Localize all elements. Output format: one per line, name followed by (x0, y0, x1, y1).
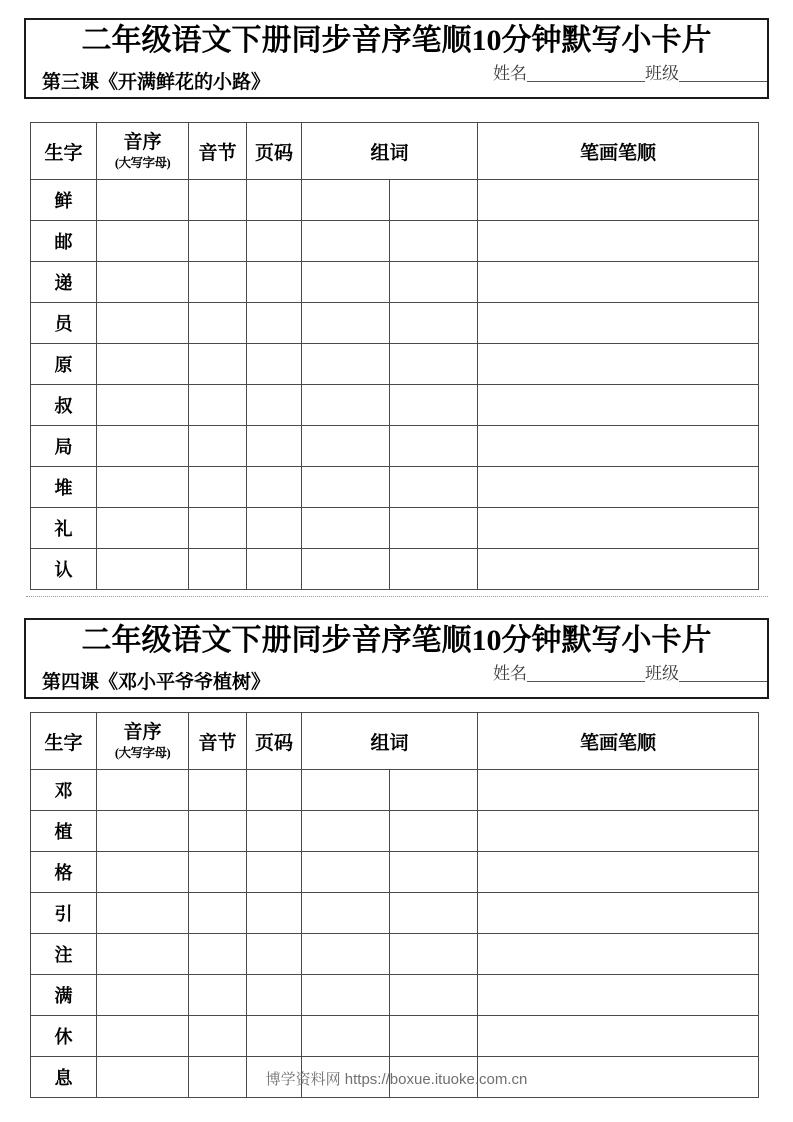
cell-stroke-order[interactable] (478, 549, 759, 590)
table-row (31, 1057, 759, 1098)
cell-stroke-order[interactable] (478, 811, 759, 852)
cell-stroke-order[interactable] (478, 180, 759, 221)
header-pinyin-order-sublabel: (大写字母) (114, 155, 171, 170)
table-row (31, 262, 759, 303)
cell-pinyin-order[interactable] (97, 262, 189, 303)
header-pinyin-order (97, 713, 189, 770)
cell-syllable[interactable] (189, 426, 247, 467)
header-syllable (189, 713, 247, 770)
table-row (31, 180, 759, 221)
header-page-number (247, 123, 302, 180)
cell-syllable[interactable] (189, 549, 247, 590)
character-glyph: 休 (54, 1027, 73, 1047)
cell-syllable[interactable] (189, 893, 247, 934)
character-glyph: 叔 (54, 396, 73, 416)
header-word-formation (302, 713, 478, 770)
header-stroke-order (478, 713, 759, 770)
card-1-table-body (31, 123, 759, 590)
card-1-lesson-title: 第三课《开满鲜花的小路》 (42, 72, 271, 93)
cell-pinyin-order[interactable] (97, 508, 189, 549)
cell-word-formation-2[interactable] (390, 426, 478, 467)
header-syllable-label: 音节 (198, 142, 237, 164)
cell-stroke-order[interactable] (478, 975, 759, 1016)
cell-word-formation-1[interactable] (302, 1057, 390, 1098)
cell-character (31, 1057, 97, 1098)
cell-word-formation-1[interactable] (302, 508, 390, 549)
header-syllable (189, 123, 247, 180)
cell-page-number[interactable] (247, 852, 302, 893)
cell-stroke-order[interactable] (478, 303, 759, 344)
cell-pinyin-order[interactable] (97, 975, 189, 1016)
table-row (31, 221, 759, 262)
cell-word-formation-2[interactable] (390, 811, 478, 852)
cell-stroke-order[interactable] (478, 770, 759, 811)
cell-character (31, 811, 97, 852)
cell-character (31, 221, 97, 262)
table-row (31, 852, 759, 893)
cell-stroke-order[interactable] (478, 852, 759, 893)
character-glyph: 引 (54, 904, 73, 924)
cell-word-formation-2[interactable] (390, 303, 478, 344)
cell-character (31, 262, 97, 303)
cell-word-formation-2[interactable] (390, 770, 478, 811)
character-glyph: 息 (54, 1068, 73, 1088)
cell-word-formation-1[interactable] (302, 811, 390, 852)
character-glyph: 递 (54, 273, 73, 293)
cell-pinyin-order[interactable] (97, 770, 189, 811)
header-page-number (247, 713, 302, 770)
cell-character (31, 385, 97, 426)
card-1-title: 二年级语文下册同步音序笔顺10分钟默写小卡片 (81, 24, 712, 57)
card-1-frame (24, 18, 769, 99)
cell-pinyin-order[interactable] (97, 1016, 189, 1057)
cell-word-formation-1[interactable] (302, 934, 390, 975)
header-word-formation-label: 组词 (370, 732, 409, 754)
cell-page-number[interactable] (247, 426, 302, 467)
character-glyph: 局 (54, 437, 73, 457)
character-glyph: 原 (54, 355, 73, 375)
cell-word-formation-2[interactable] (390, 180, 478, 221)
cell-pinyin-order[interactable] (97, 344, 189, 385)
card-2-subheader (26, 661, 767, 697)
cell-stroke-order[interactable] (478, 385, 759, 426)
cell-page-number[interactable] (247, 508, 302, 549)
cell-syllable[interactable] (189, 811, 247, 852)
card-2-header-row (31, 713, 759, 770)
cell-syllable[interactable] (189, 934, 247, 975)
table-row (31, 344, 759, 385)
card-2-title: 二年级语文下册同步音序笔顺10分钟默写小卡片 (81, 624, 712, 657)
cell-character (31, 180, 97, 221)
cell-syllable[interactable] (189, 262, 247, 303)
cell-page-number[interactable] (247, 303, 302, 344)
cell-syllable[interactable] (189, 221, 247, 262)
cell-page-number[interactable] (247, 262, 302, 303)
cell-page-number[interactable] (247, 1057, 302, 1098)
cell-character (31, 770, 97, 811)
cell-word-formation-1[interactable] (302, 221, 390, 262)
cell-word-formation-2[interactable] (390, 893, 478, 934)
table-row (31, 893, 759, 934)
cell-page-number[interactable] (247, 811, 302, 852)
header-character-label: 生字 (44, 732, 83, 754)
table-row (31, 549, 759, 590)
cell-word-formation-2[interactable] (390, 852, 478, 893)
table-row (31, 508, 759, 549)
header-character (31, 713, 97, 770)
cell-word-formation-1[interactable] (302, 770, 390, 811)
cell-page-number[interactable] (247, 1016, 302, 1057)
header-pinyin-order (97, 123, 189, 180)
table-row (31, 467, 759, 508)
card-2-class-blank[interactable] (679, 664, 767, 682)
table-row (31, 385, 759, 426)
cell-word-formation-2[interactable] (390, 262, 478, 303)
card-1-header-row (31, 123, 759, 180)
cell-character (31, 549, 97, 590)
cell-word-formation-2[interactable] (390, 975, 478, 1016)
cell-word-formation-1[interactable] (302, 975, 390, 1016)
character-glyph: 格 (54, 863, 73, 883)
cell-pinyin-order[interactable] (97, 426, 189, 467)
header-pinyin-order-sublabel: (大写字母) (114, 745, 171, 760)
cell-syllable[interactable] (189, 770, 247, 811)
card-2-table (30, 712, 759, 1098)
cell-word-formation-1[interactable] (302, 385, 390, 426)
cell-word-formation-1[interactable] (302, 426, 390, 467)
cell-syllable[interactable] (189, 852, 247, 893)
cell-character (31, 975, 97, 1016)
cell-word-formation-2[interactable] (390, 467, 478, 508)
cell-character (31, 303, 97, 344)
character-glyph: 认 (54, 560, 73, 580)
header-word-formation-label: 组词 (370, 142, 409, 164)
cell-pinyin-order[interactable] (97, 852, 189, 893)
cell-syllable[interactable] (189, 975, 247, 1016)
character-glyph: 邮 (54, 232, 73, 252)
cell-stroke-order[interactable] (478, 344, 759, 385)
character-glyph: 员 (54, 314, 73, 334)
cell-word-formation-2[interactable] (390, 221, 478, 262)
header-page-number-label: 页码 (254, 142, 293, 164)
cell-word-formation-2[interactable] (390, 385, 478, 426)
cell-page-number[interactable] (247, 893, 302, 934)
card-1-name-blank[interactable] (527, 64, 645, 82)
cell-word-formation-2[interactable] (390, 549, 478, 590)
cell-pinyin-order[interactable] (97, 221, 189, 262)
header-pinyin-order-label: 音序 (123, 132, 162, 154)
card-1-name-class-field (493, 59, 767, 84)
cut-line-divider (26, 596, 768, 597)
cell-stroke-order[interactable] (478, 262, 759, 303)
cell-syllable[interactable] (189, 508, 247, 549)
character-glyph: 堆 (54, 478, 73, 498)
header-stroke-order-label: 笔画笔顺 (580, 732, 657, 754)
cell-word-formation-2[interactable] (390, 934, 478, 975)
cell-pinyin-order[interactable] (97, 303, 189, 344)
header-stroke-order-label: 笔画笔顺 (580, 142, 657, 164)
character-glyph: 注 (54, 945, 73, 965)
card-2-name-blank[interactable] (527, 664, 645, 682)
table-row (31, 975, 759, 1016)
card-2-frame (24, 618, 769, 699)
card-1-class-blank[interactable] (679, 64, 767, 82)
card-2-name-label: 姓名 (493, 664, 527, 683)
cell-pinyin-order[interactable] (97, 549, 189, 590)
cell-word-formation-1[interactable] (302, 1016, 390, 1057)
header-page-number-label: 页码 (254, 732, 293, 754)
cell-pinyin-order[interactable] (97, 180, 189, 221)
cell-character (31, 344, 97, 385)
table-row (31, 811, 759, 852)
header-character (31, 123, 97, 180)
card-2-name-class-field (493, 659, 767, 684)
card-2-table-body (31, 713, 759, 1098)
cell-syllable[interactable] (189, 303, 247, 344)
site-watermark: 博学资料网 https://boxue.ituoke.com.cn (265, 1071, 528, 1088)
cell-page-number[interactable] (247, 180, 302, 221)
worksheet-card-2 (24, 618, 769, 699)
cell-stroke-order[interactable] (478, 221, 759, 262)
cell-word-formation-1[interactable] (302, 549, 390, 590)
card-2-class-label: 班级 (645, 664, 679, 683)
cell-pinyin-order[interactable] (97, 467, 189, 508)
card-1-name-label: 姓名 (493, 64, 527, 83)
card-1-class-label: 班级 (645, 64, 679, 83)
character-glyph: 植 (54, 822, 73, 842)
cell-character (31, 426, 97, 467)
table-row (31, 1016, 759, 1057)
cell-page-number[interactable] (247, 934, 302, 975)
character-glyph: 邓 (54, 781, 73, 801)
cell-word-formation-1[interactable] (302, 852, 390, 893)
cell-stroke-order[interactable] (478, 893, 759, 934)
cell-page-number[interactable] (247, 221, 302, 262)
cell-character (31, 852, 97, 893)
card-1-subheader (26, 61, 767, 97)
table-row (31, 770, 759, 811)
cell-character (31, 934, 97, 975)
cell-pinyin-order[interactable] (97, 385, 189, 426)
header-character-label: 生字 (44, 142, 83, 164)
cell-pinyin-order[interactable] (97, 811, 189, 852)
cell-page-number[interactable] (247, 770, 302, 811)
header-stroke-order (478, 123, 759, 180)
table-row (31, 426, 759, 467)
cell-character (31, 893, 97, 934)
cell-word-formation-1[interactable] (302, 262, 390, 303)
cell-page-number[interactable] (247, 467, 302, 508)
header-word-formation (302, 123, 478, 180)
cell-pinyin-order[interactable] (97, 893, 189, 934)
cell-character (31, 508, 97, 549)
cell-stroke-order[interactable] (478, 1057, 759, 1098)
character-glyph: 满 (54, 986, 73, 1006)
card-1-table (30, 122, 759, 590)
cell-stroke-order[interactable] (478, 467, 759, 508)
cell-character (31, 467, 97, 508)
card-2-table-wrap (30, 712, 758, 1098)
cell-stroke-order[interactable] (478, 934, 759, 975)
cell-pinyin-order[interactable] (97, 934, 189, 975)
cell-page-number[interactable] (247, 385, 302, 426)
cell-stroke-order[interactable] (478, 426, 759, 467)
cell-word-formation-2[interactable] (390, 508, 478, 549)
cell-pinyin-order[interactable] (97, 1057, 189, 1098)
table-row (31, 934, 759, 975)
card-1-table-wrap (30, 122, 758, 590)
table-row (31, 303, 759, 344)
worksheet-card-1 (24, 18, 769, 99)
cell-word-formation-1[interactable] (302, 303, 390, 344)
cell-syllable[interactable] (189, 180, 247, 221)
cell-word-formation-1[interactable] (302, 344, 390, 385)
character-glyph: 礼 (54, 519, 73, 539)
cell-page-number[interactable] (247, 549, 302, 590)
cell-page-number[interactable] (247, 975, 302, 1016)
cell-syllable[interactable] (189, 1057, 247, 1098)
cell-word-formation-1[interactable] (302, 893, 390, 934)
cell-stroke-order[interactable] (478, 1016, 759, 1057)
header-pinyin-order-label: 音序 (123, 722, 162, 744)
cell-character (31, 1016, 97, 1057)
cell-syllable[interactable] (189, 385, 247, 426)
header-syllable-label: 音节 (198, 732, 237, 754)
cell-word-formation-1[interactable] (302, 180, 390, 221)
cell-page-number[interactable] (247, 344, 302, 385)
cell-syllable[interactable] (189, 467, 247, 508)
cell-syllable[interactable] (189, 344, 247, 385)
cell-word-formation-1[interactable] (302, 467, 390, 508)
cell-word-formation-2[interactable] (390, 344, 478, 385)
cell-word-formation-2[interactable] (390, 1016, 478, 1057)
cell-stroke-order[interactable] (478, 508, 759, 549)
character-glyph: 鲜 (54, 191, 73, 211)
cell-word-formation-2[interactable] (390, 1057, 478, 1098)
cell-syllable[interactable] (189, 1016, 247, 1057)
card-2-lesson-title: 第四课《邓小平爷爷植树》 (42, 672, 271, 693)
